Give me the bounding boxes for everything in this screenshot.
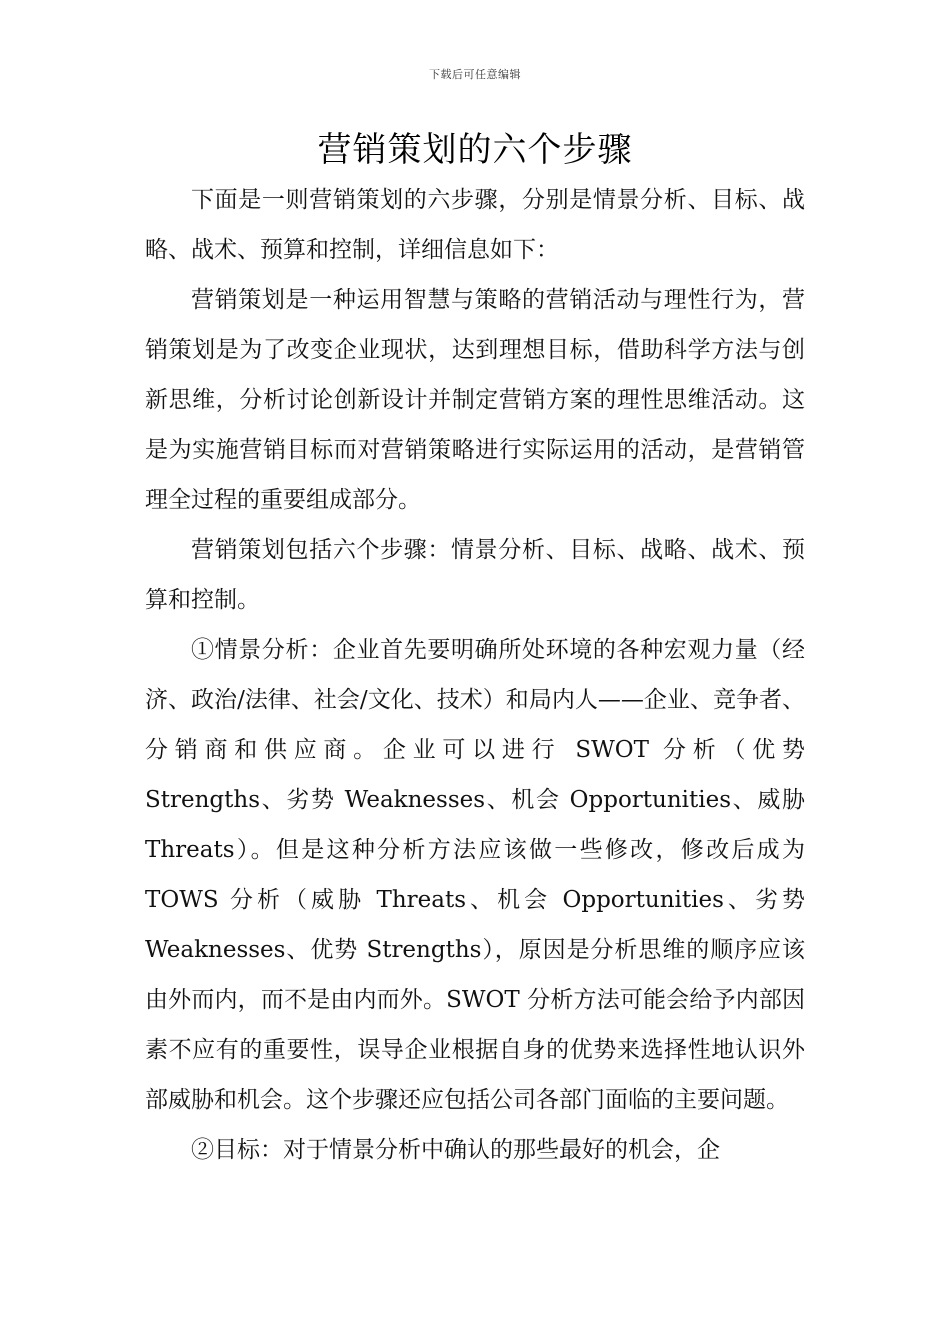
document-title: 营销策划的六个步骤 — [317, 130, 633, 170]
paragraph-steps-summary: 营销策划包括六个步骤：情景分析、目标、战略、战术、预算和控制。 — [145, 537, 805, 613]
paragraph-definition: 营销策划是一种运用智慧与策略的营销活动与理性行为，营销策划是为了改变企业现状，达到理想目标，借助科学方法与创新思维，分析讨论创新设计并制定营销方案的理性思维活动。这是为实施营销目标而对营销策略进行实际运用的活动，是营销管理全过程的重要组成部分。 — [145, 287, 805, 513]
paragraph-step-1: ①情景分析：企业首先要明确所处环境的各种宏观力量（经济、政治/法律、社会/文化、技术）和局内人——企业、竞争者、分销商和供应商。企业可以进行 SWOT 分析（优势 Strengths、劣势 Weaknesses、机会 Opportunities、威胁 Threats）。但是这种分析方法应该做一些修改，修改后成为 TOWS 分析（威胁 Threats、机会 Opportunities、劣势 Weaknesses、优势 Strengths），原因是分析思维的顺序应该由外而内，而不是由内而外。SWOT 分析方法可能会给予内部因素不应有的重要性，误导企业根据自身的优势来选择性地认识外部威胁和机会。这个步骤还应包括公司各部门面临的主要问题。 — [145, 637, 805, 1113]
paragraph-step-2: ②目标：对于情景分析中确认的那些最好的机会，企 — [191, 1137, 720, 1163]
document-body — [145, 175, 805, 1175]
header-note: 下载后可任意编辑 — [429, 68, 521, 81]
paragraph-intro: 下面是一则营销策划的六步骤，分别是情景分析、目标、战略、战术、预算和控制，详细信息如下： — [145, 187, 805, 263]
